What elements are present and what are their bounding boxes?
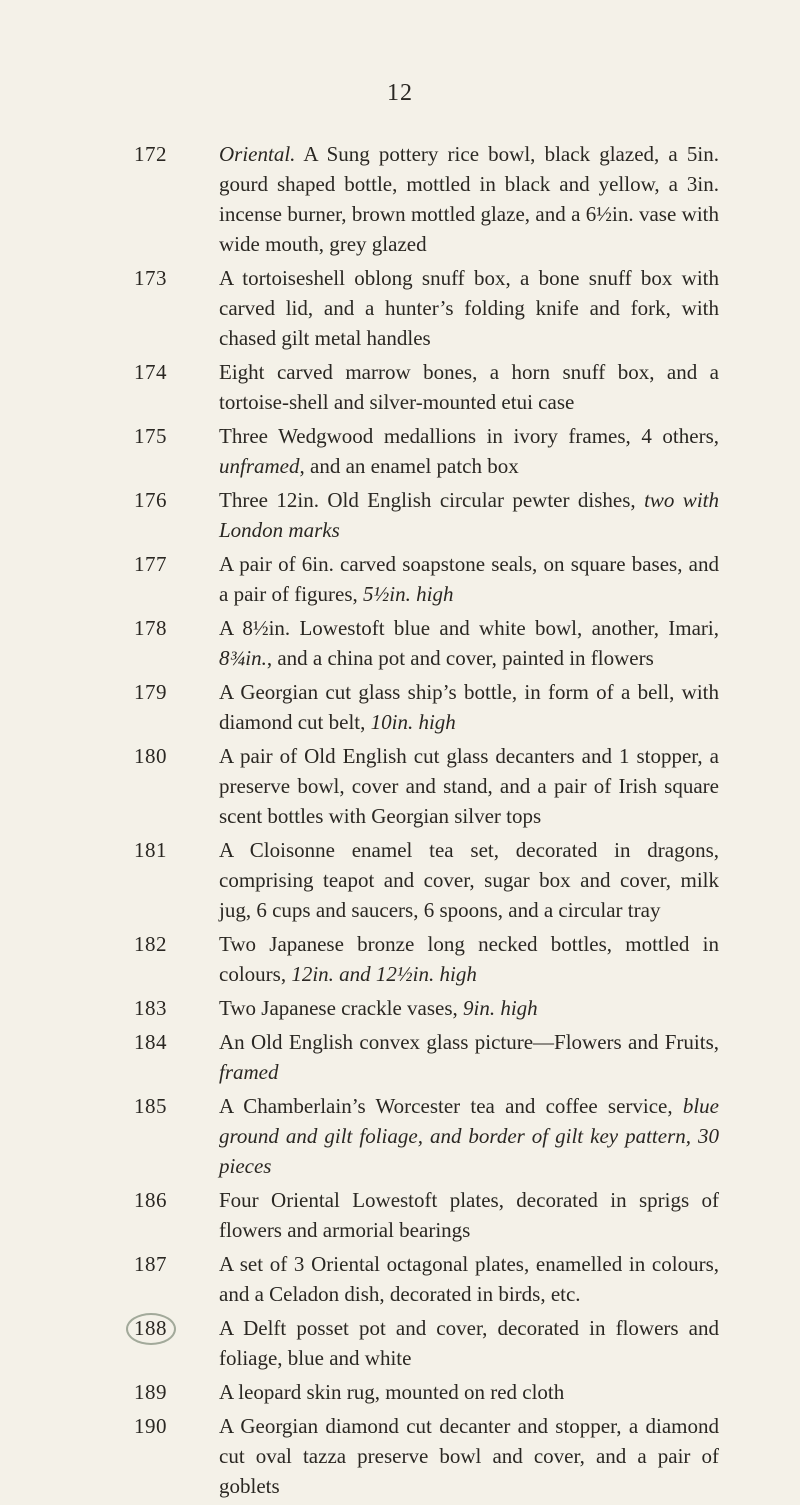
lot-list xyxy=(0,139,800,1505)
lot-description-text: Eight carved marrow bones, a horn snuff box, and a tortoise-shell and silver-mounted etui case xyxy=(219,360,719,414)
lot-number: 172 xyxy=(134,142,167,166)
catalogue-lot xyxy=(0,1313,800,1373)
lot-description-italic: unframed xyxy=(219,454,300,478)
lot-number: 183 xyxy=(134,996,167,1020)
lot-description xyxy=(219,1313,719,1373)
lot-description xyxy=(219,263,719,353)
lot-number: 178 xyxy=(134,616,167,640)
lot-description xyxy=(219,421,719,481)
lot-description-text: , and a china pot and cover, painted in flowers xyxy=(266,646,654,670)
lot-number: 176 xyxy=(134,488,167,512)
catalogue-lot xyxy=(0,485,800,545)
lot-description-italic: blue ground and gilt foliage, and border of gilt key pattern, 30 pieces xyxy=(219,1094,719,1178)
lot-description xyxy=(219,1377,719,1407)
catalogue-lot xyxy=(0,1377,800,1407)
lot-description-text: A pair of Old English cut glass decanters and 1 stopper, a preserve bowl, cover and stand, and a pair of Irish square scent bottles with Georgian silver tops xyxy=(219,744,719,828)
lot-number: 186 xyxy=(134,1188,167,1212)
lot-description xyxy=(219,1249,719,1309)
lot-description-text: An Old English convex glass picture—Flowers and Fruits, xyxy=(219,1030,719,1054)
lot-description-text: A Georgian cut glass ship’s bottle, in form of a bell, with diamond cut belt, xyxy=(219,680,719,734)
lot-description-text: A 8½in. Lowestoft blue and white bowl, another, Imari, xyxy=(219,616,719,640)
lot-number: 177 xyxy=(134,552,167,576)
lot-description xyxy=(219,1091,719,1181)
lot-description xyxy=(219,613,719,673)
catalogue-lot xyxy=(0,677,800,737)
lot-number: 174 xyxy=(134,360,167,384)
lot-description xyxy=(219,357,719,417)
catalogue-lot xyxy=(0,741,800,831)
lot-description xyxy=(219,835,719,925)
lot-number: 185 xyxy=(134,1094,167,1118)
lot-description-italic: 9in. high xyxy=(463,996,538,1020)
lot-description-text: A pair of 6in. carved soapstone seals, on square bases, and a pair of figures, xyxy=(219,552,719,606)
lot-description-text: Two Japanese crackle vases, xyxy=(219,996,464,1020)
lot-number: 187 xyxy=(134,1252,167,1276)
lot-description-text: A Delft posset pot and cover, decorated in flowers and foliage, blue and white xyxy=(219,1316,719,1370)
catalogue-lot xyxy=(0,263,800,353)
lot-description-text: Three 12in. Old English circular pewter dishes, xyxy=(219,488,645,512)
lot-description xyxy=(219,929,719,989)
lot-description-italic: 8¾in. xyxy=(219,646,267,670)
catalogue-lot xyxy=(0,929,800,989)
lot-description-italic: two with London marks xyxy=(219,488,719,542)
lot-description-text: Three Wedgwood medallions in ivory frames, 4 others, xyxy=(219,424,719,448)
catalogue-lot xyxy=(0,1027,800,1087)
lot-number: 189 xyxy=(134,1380,167,1404)
lot-description-text: Four Oriental Lowestoft plates, decorated in sprigs of flowers and armorial bearings xyxy=(219,1188,719,1242)
lot-description-text: A Georgian diamond cut decanter and stopper, a diamond cut oval tazza preserve bowl and cover, and a pair of goblets xyxy=(219,1414,719,1498)
lot-description-text: A Sung pottery rice bowl, black glazed, a 5in. gourd shaped bottle, mottled in black and yellow, a 3in. incense burner, brown mottled glaze, and a 6½in. vase with wide mouth, grey glazed xyxy=(219,142,719,256)
catalogue-lot xyxy=(0,549,800,609)
lot-description-italic: Oriental. xyxy=(219,142,296,166)
lot-description xyxy=(219,1185,719,1245)
catalogue-lot xyxy=(0,1249,800,1309)
lot-description-text: A leopard skin rug, mounted on red cloth xyxy=(219,1380,565,1404)
lot-number: 181 xyxy=(134,838,167,862)
lot-description xyxy=(219,139,719,259)
lot-description xyxy=(219,1027,719,1087)
catalogue-lot xyxy=(0,357,800,417)
lot-description-text: , and an enamel patch box xyxy=(299,454,519,478)
lot-description-text: A Cloisonne enamel tea set, decorated in dragons, comprising teapot and cover, sugar box and cover, milk jug, 6 cups and saucers, 6 spoons, and a circular tray xyxy=(219,838,719,922)
lot-description-italic: 10in. high xyxy=(370,710,456,734)
lot-description xyxy=(219,993,719,1023)
lot-description-text: A tortoiseshell oblong snuff box, a bone snuff box with carved lid, and a hunter’s folding knife and fork, with chased gilt metal handles xyxy=(219,266,719,350)
lot-number: 180 xyxy=(134,744,167,768)
lot-number: 173 xyxy=(134,266,167,290)
catalogue-lot xyxy=(0,1411,800,1501)
catalogue-lot xyxy=(0,1185,800,1245)
lot-number: 179 xyxy=(134,680,167,704)
lot-description-text: A Chamberlain’s Worcester tea and coffee service, xyxy=(219,1094,683,1118)
lot-number: 184 xyxy=(134,1030,167,1054)
catalogue-lot xyxy=(0,421,800,481)
lot-number: 188 xyxy=(134,1316,167,1340)
lot-description xyxy=(219,549,719,609)
lot-description-italic: 12in. and 12½in. high xyxy=(291,962,477,986)
lot-description xyxy=(219,1411,719,1501)
lot-description xyxy=(219,485,719,545)
catalogue-lot xyxy=(0,1091,800,1181)
lot-description-text: A set of 3 Oriental octagonal plates, enamelled in colours, and a Celadon dish, decorated in birds, etc. xyxy=(219,1252,719,1306)
catalogue-lot xyxy=(0,613,800,673)
lot-description-text: Two Japanese bronze long necked bottles, mottled in colours, xyxy=(219,932,719,986)
catalogue-lot xyxy=(0,993,800,1023)
lot-description-italic: 5½in. high xyxy=(363,582,454,606)
lot-description xyxy=(219,741,719,831)
lot-description xyxy=(219,677,719,737)
catalogue-lot xyxy=(0,835,800,925)
page-number: 12 xyxy=(387,80,413,106)
catalogue-lot xyxy=(0,139,800,259)
lot-description-italic: framed xyxy=(219,1060,279,1084)
lot-number: 175 xyxy=(134,424,167,448)
lot-number: 182 xyxy=(134,932,167,956)
lot-number: 190 xyxy=(134,1414,167,1438)
